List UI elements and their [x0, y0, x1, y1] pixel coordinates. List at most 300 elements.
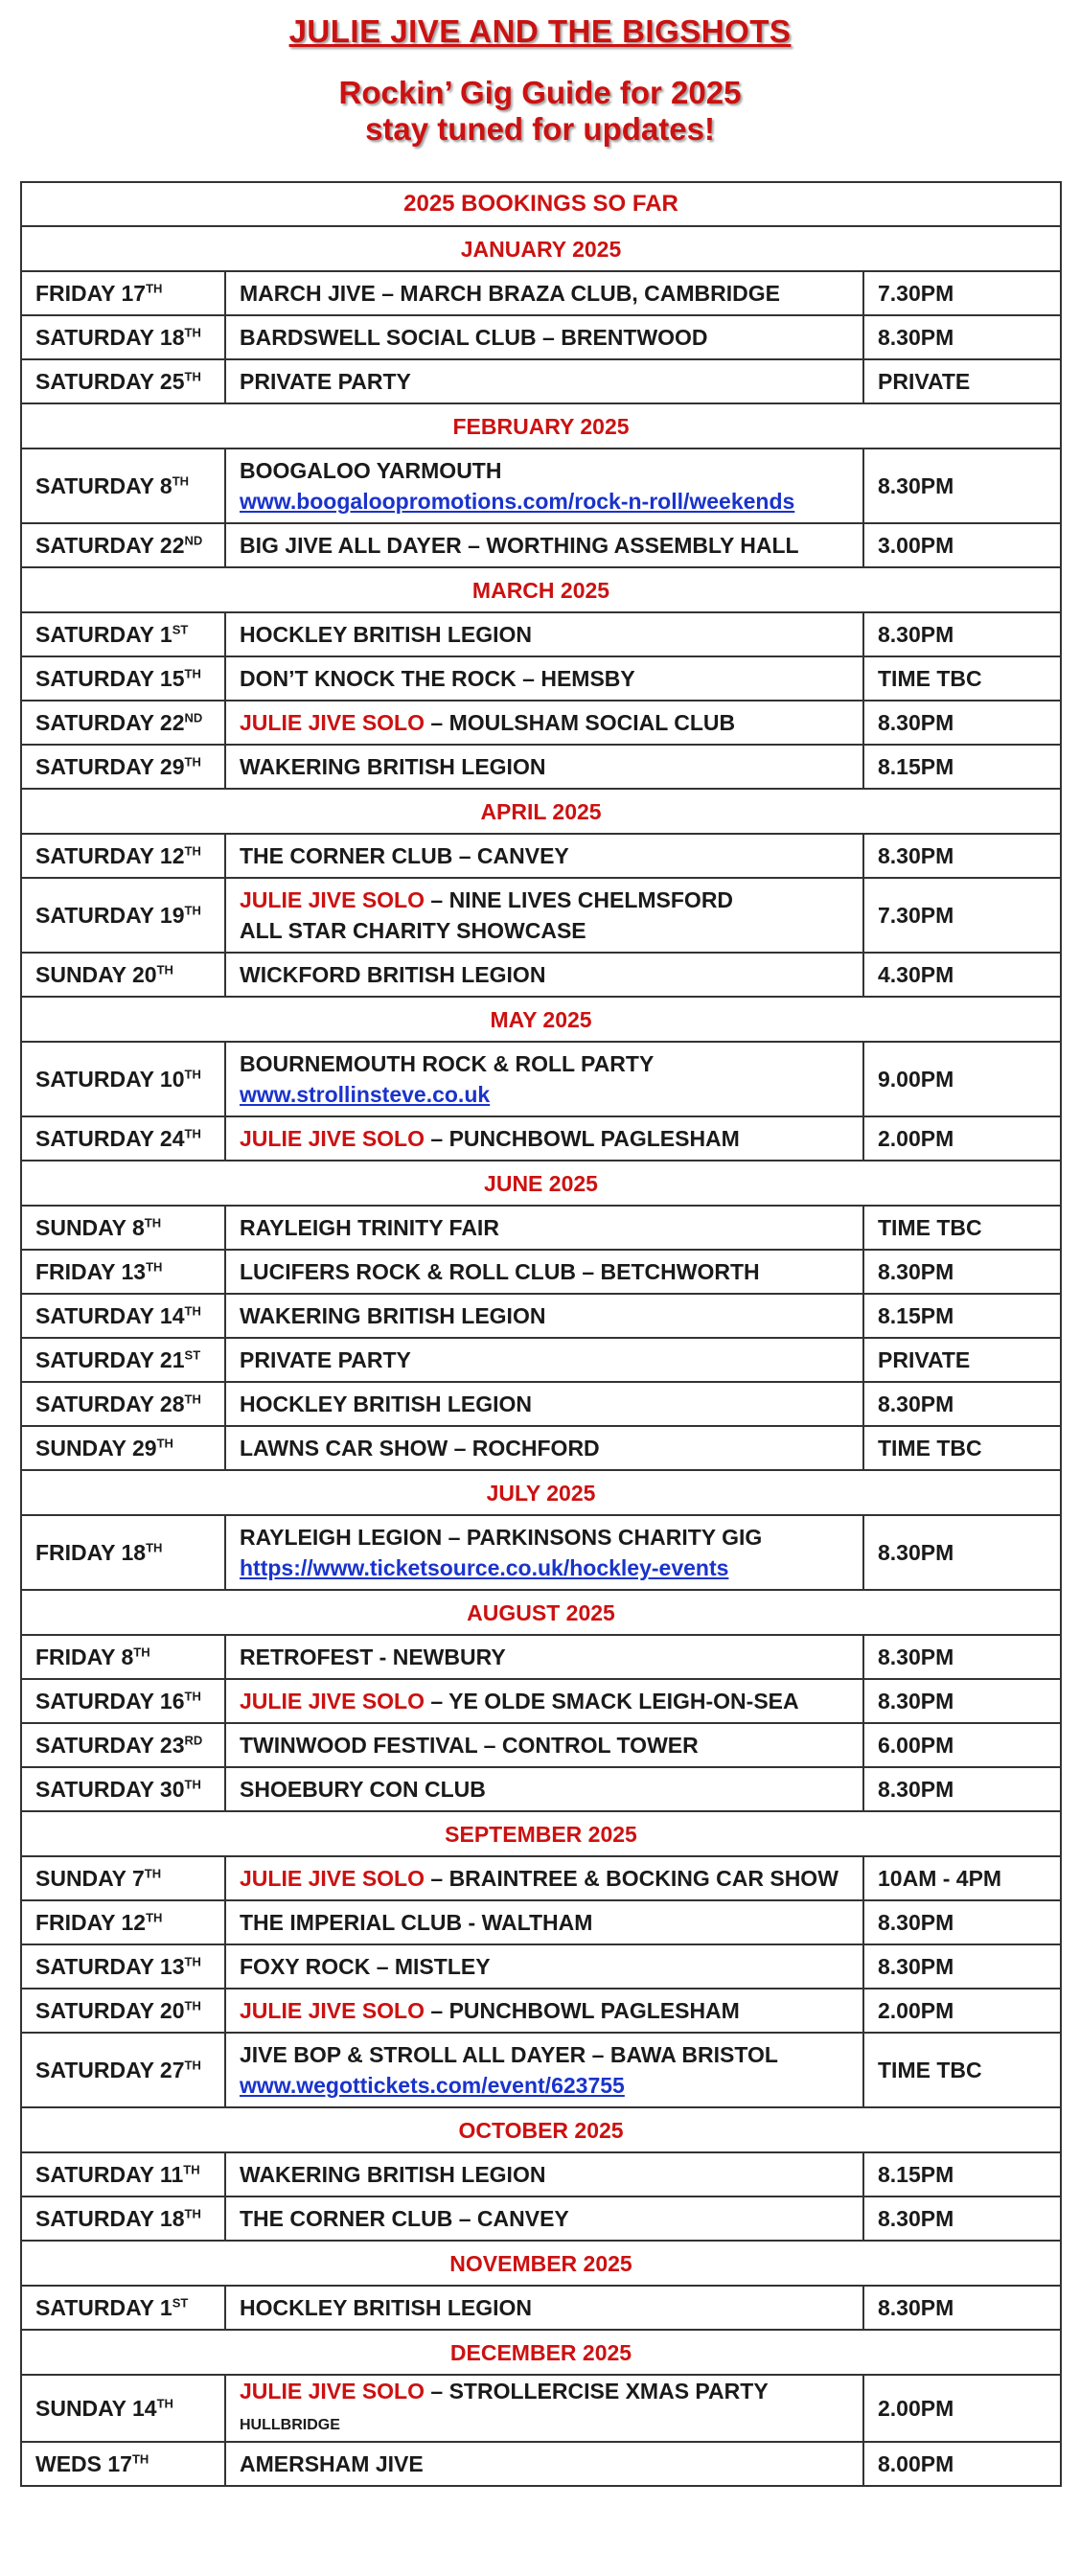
day-suffix: ST: [172, 622, 189, 637]
gig-time: 8.15PM: [863, 1294, 1061, 1338]
gig-venue-cell: [225, 1944, 863, 1989]
day-suffix: RD: [184, 1733, 203, 1748]
gig-date: [21, 359, 225, 403]
venue-line: [240, 1345, 849, 1375]
table-row: [21, 1944, 1061, 1989]
gig-day: SATURDAY 27: [35, 2058, 185, 2082]
month-header: FEBRUARY 2025: [21, 403, 1061, 448]
gig-date: [21, 1250, 225, 1294]
gig-time: 2.00PM: [863, 1116, 1061, 1161]
gig-venue-cell: [225, 448, 863, 523]
table-row: [21, 1723, 1061, 1767]
gig-date: [21, 1900, 225, 1944]
table-row: [21, 878, 1061, 953]
gig-date: [21, 745, 225, 789]
table-row: [21, 2033, 1061, 2107]
venue-line: [240, 959, 849, 990]
day-suffix: ND: [184, 533, 203, 548]
month-header: SEPTEMBER 2025: [21, 1811, 1061, 1856]
event-link[interactable]: www.wegottickets.com/event/623755: [240, 2073, 625, 2098]
gig-venue: SHOEBURY CON CLUB: [240, 1777, 486, 1802]
gig-venue: THE CORNER CLUB – CANVEY: [240, 2206, 569, 2231]
gig-venue: – MOULSHAM SOCIAL CLUB: [425, 710, 736, 735]
day-suffix: TH: [184, 903, 201, 918]
day-suffix: TH: [146, 1910, 163, 1925]
gig-venue-cell: [225, 878, 863, 953]
event-link[interactable]: https://www.ticketsource.co.uk/hockley-events: [240, 1555, 729, 1580]
gig-venue: RAYLEIGH TRINITY FAIR: [240, 1215, 499, 1240]
month-header: JUNE 2025: [21, 1161, 1061, 1206]
gig-time: 4.30PM: [863, 953, 1061, 997]
gig-time: PRIVATE: [863, 359, 1061, 403]
day-suffix: TH: [184, 2058, 201, 2073]
table-row: [21, 2196, 1061, 2241]
gig-day: FRIDAY 12: [35, 1910, 147, 1935]
gig-time: 10AM - 4PM: [863, 1856, 1061, 1900]
gig-date: [21, 1338, 225, 1382]
venue-line: [240, 1123, 849, 1154]
gig-venue: HOCKLEY BRITISH LEGION: [240, 1392, 532, 1416]
gig-date: [21, 1042, 225, 1116]
gig-time: 8.30PM: [863, 1767, 1061, 1811]
day-suffix: TH: [184, 1126, 201, 1141]
solo-label: JULIE JIVE SOLO: [240, 1998, 425, 2023]
gig-venue: FOXY ROCK – MISTLEY: [240, 1954, 491, 1979]
gig-venue: BIG JIVE ALL DAYER – WORTHING ASSEMBLY HALL: [240, 533, 799, 558]
gig-venue: THE IMPERIAL CLUB - WALTHAM: [240, 1910, 593, 1935]
gig-time: 6.00PM: [863, 1723, 1061, 1767]
gig-venue: DON’T KNOCK THE ROCK – HEMSBY: [240, 666, 635, 691]
table-row: [21, 1900, 1061, 1944]
gig-day: FRIDAY 17: [35, 281, 147, 306]
day-suffix: TH: [133, 1644, 150, 1660]
day-suffix: TH: [156, 962, 173, 978]
gig-time: 7.30PM: [863, 271, 1061, 315]
table-row: [21, 834, 1061, 878]
gig-venue-cell: [225, 2152, 863, 2196]
table-row: [21, 701, 1061, 745]
gig-date: [21, 701, 225, 745]
table-row: [21, 1338, 1061, 1382]
venue-line: [240, 1863, 849, 1894]
gig-time: 8.30PM: [863, 1515, 1061, 1590]
gig-time: 8.30PM: [863, 701, 1061, 745]
gig-venue: LUCIFERS ROCK & ROLL CLUB – BETCHWORTH: [240, 1259, 760, 1284]
gig-venue-cell: [225, 1856, 863, 1900]
gig-venue: WICKFORD BRITISH LEGION: [240, 962, 546, 987]
venue-line: [240, 2376, 849, 2441]
venue-line: [240, 2039, 849, 2070]
venue-line: [240, 663, 849, 694]
gig-day: SATURDAY 29: [35, 754, 185, 779]
gig-date: [21, 315, 225, 359]
gig-date: [21, 2442, 225, 2486]
gig-venue: LAWNS CAR SHOW – ROCHFORD: [240, 1436, 600, 1460]
venue-line: [240, 840, 849, 871]
gig-day: SUNDAY 14: [35, 2396, 157, 2421]
day-suffix: TH: [184, 369, 201, 384]
gig-day: SATURDAY 16: [35, 1689, 185, 1714]
solo-label: JULIE JIVE SOLO: [240, 1866, 425, 1891]
gig-date: [21, 1723, 225, 1767]
gig-venue-cell: [225, 1989, 863, 2033]
gig-time: TIME TBC: [863, 1426, 1061, 1470]
updates-subtitle: stay tuned for updates!: [365, 111, 715, 147]
day-suffix: TH: [184, 1998, 201, 2013]
venue-line: [240, 1212, 849, 1243]
gig-date: [21, 1856, 225, 1900]
gig-date: [21, 2196, 225, 2241]
gig-date: [21, 1426, 225, 1470]
gig-day: SATURDAY 30: [35, 1777, 185, 1802]
gig-venue: RETROFEST - NEWBURY: [240, 1644, 506, 1669]
venue-line: [240, 1522, 849, 1552]
gig-time: 8.30PM: [863, 612, 1061, 656]
gig-day: SATURDAY 22: [35, 533, 185, 558]
day-suffix: TH: [184, 1067, 201, 1082]
gig-time: 8.30PM: [863, 315, 1061, 359]
gig-time: 8.30PM: [863, 1944, 1061, 1989]
table-row: [21, 1206, 1061, 1250]
gig-venue-cell: [225, 1338, 863, 1382]
month-header-row: [21, 2107, 1061, 2152]
gig-venue: PRIVATE PARTY: [240, 1347, 411, 1372]
venue-line: [240, 2449, 849, 2479]
venue-line: [240, 1389, 849, 1419]
gig-date: [21, 878, 225, 953]
venue-line: [240, 1995, 849, 2026]
gig-day: FRIDAY 18: [35, 1540, 147, 1565]
gig-venue-cell: [225, 2286, 863, 2330]
day-suffix: TH: [131, 2451, 149, 2467]
gig-day: SATURDAY 20: [35, 1998, 185, 2023]
gig-date: [21, 656, 225, 701]
day-suffix: TH: [146, 1540, 163, 1555]
table-row: [21, 1294, 1061, 1338]
venue-line: [240, 322, 849, 353]
gig-venue: JIVE BOP & STROLL ALL DAYER – BAWA BRISTOL: [240, 2042, 778, 2067]
gig-time: 8.30PM: [863, 1900, 1061, 1944]
gig-day: SATURDAY 13: [35, 1954, 185, 1979]
gig-date: [21, 2286, 225, 2330]
gig-venue: – YE OLDE SMACK LEIGH-ON-SEA: [425, 1689, 799, 1714]
gig-day: WEDS 17: [35, 2451, 132, 2476]
day-suffix: TH: [156, 2396, 173, 2411]
gig-time: 2.00PM: [863, 2375, 1061, 2442]
band-title: JULIE JIVE AND THE BIGSHOTS: [288, 13, 792, 49]
gig-venue-cell: [225, 1042, 863, 1116]
gig-time: PRIVATE: [863, 1338, 1061, 1382]
gig-date: [21, 1382, 225, 1426]
month-header: APRIL 2025: [21, 789, 1061, 834]
month-header-row: [21, 403, 1061, 448]
gig-venue-cell: [225, 2442, 863, 2486]
month-header: MAY 2025: [21, 997, 1061, 1042]
gig-venue: – STROLLERCISE XMAS PARTY: [425, 2379, 769, 2404]
month-header-row: [21, 567, 1061, 612]
venue-line: [240, 2203, 849, 2234]
table-row: [21, 2286, 1061, 2330]
gig-day: SATURDAY 14: [35, 1303, 185, 1328]
month-header-row: [21, 997, 1061, 1042]
gig-date: [21, 448, 225, 523]
gig-time: 8.30PM: [863, 1382, 1061, 1426]
gig-venue: – PUNCHBOWL PAGLESHAM: [425, 1126, 740, 1151]
month-header: DECEMBER 2025: [21, 2330, 1061, 2375]
day-suffix: ST: [172, 2295, 189, 2311]
gig-date: [21, 2375, 225, 2442]
gig-time: 8.15PM: [863, 2152, 1061, 2196]
gig-day: SATURDAY 18: [35, 325, 185, 350]
gig-date: [21, 1515, 225, 1590]
gig-date: [21, 1989, 225, 2033]
gig-venue: HOCKLEY BRITISH LEGION: [240, 2295, 532, 2320]
day-suffix: TH: [184, 1689, 201, 1704]
gig-guide-subtitle: Rockin’ Gig Guide for 2025: [338, 75, 742, 110]
gig-date: [21, 1944, 225, 1989]
table-row: [21, 1426, 1061, 1470]
table-row: [21, 1856, 1061, 1900]
gig-venue-cell: [225, 1206, 863, 1250]
gig-time: 8.30PM: [863, 1635, 1061, 1679]
gig-time: 9.00PM: [863, 1042, 1061, 1116]
gig-time: TIME TBC: [863, 2033, 1061, 2107]
gig-venue-cell: [225, 315, 863, 359]
venue-line: [240, 1048, 849, 1079]
event-link[interactable]: www.strollinsteve.co.uk: [240, 1082, 491, 1107]
gig-venue: RAYLEIGH LEGION – PARKINSONS CHARITY GIG: [240, 1525, 763, 1550]
day-suffix: TH: [184, 1303, 201, 1319]
venue-line: [240, 1907, 849, 1938]
table-row: [21, 448, 1061, 523]
gig-venue-cell: [225, 1382, 863, 1426]
gig-venue-cell: [225, 1250, 863, 1294]
day-suffix: TH: [184, 1954, 201, 1969]
gig-venue-cell: [225, 1515, 863, 1590]
venue-line: [240, 366, 849, 397]
gig-time: 8.30PM: [863, 834, 1061, 878]
table-row: [21, 1989, 1061, 2033]
gig-day: SATURDAY 1: [35, 2295, 172, 2320]
gig-venue-cell: [225, 1723, 863, 1767]
table-row: [21, 523, 1061, 567]
table-title: 2025 BOOKINGS SO FAR: [21, 182, 1061, 226]
gig-venue: BOOGALOO YARMOUTH: [240, 458, 502, 483]
gig-venue: – BRAINTREE & BOCKING CAR SHOW: [425, 1866, 839, 1891]
table-row: [21, 953, 1061, 997]
gig-venue-cell: [225, 834, 863, 878]
day-suffix: ND: [184, 710, 203, 725]
gig-day: SATURDAY 21: [35, 1347, 185, 1372]
gig-time: TIME TBC: [863, 656, 1061, 701]
table-row: [21, 1042, 1061, 1116]
month-header: JANUARY 2025: [21, 226, 1061, 271]
month-header-row: [21, 1590, 1061, 1635]
gig-date: [21, 1206, 225, 1250]
solo-label: JULIE JIVE SOLO: [240, 710, 425, 735]
gig-venue-cell: [225, 1767, 863, 1811]
month-header-row: [21, 2241, 1061, 2286]
gig-venue: WAKERING BRITISH LEGION: [240, 754, 546, 779]
table-row: [21, 2375, 1061, 2442]
gig-venue-cell: [225, 1900, 863, 1944]
gig-date: [21, 953, 225, 997]
gig-venue: AMERSHAM JIVE: [240, 2451, 424, 2476]
gig-day: SATURDAY 24: [35, 1126, 185, 1151]
gig-venue-cell: [225, 1635, 863, 1679]
venue-line: [240, 1951, 849, 1982]
gig-date: [21, 834, 225, 878]
day-suffix: TH: [144, 1215, 162, 1230]
solo-label: JULIE JIVE SOLO: [240, 1689, 425, 1714]
day-suffix: TH: [172, 473, 190, 489]
gig-venue-cell: [225, 271, 863, 315]
gig-day: FRIDAY 13: [35, 1259, 147, 1284]
gig-date: [21, 271, 225, 315]
day-suffix: TH: [156, 1436, 173, 1451]
gig-day: SATURDAY 23: [35, 1733, 185, 1758]
venue-line: [240, 530, 849, 561]
table-title-row: [21, 182, 1061, 226]
month-header: MARCH 2025: [21, 567, 1061, 612]
gig-day: SATURDAY 19: [35, 903, 185, 928]
month-header: JULY 2025: [21, 1470, 1061, 1515]
gig-venue-cell: [225, 523, 863, 567]
day-suffix: TH: [184, 754, 201, 770]
gig-day: SATURDAY 1: [35, 622, 172, 647]
gig-time: TIME TBC: [863, 1206, 1061, 1250]
bookings-table: [20, 181, 1062, 2487]
gig-time: 8.30PM: [863, 1250, 1061, 1294]
gig-venue: – PUNCHBOWL PAGLESHAM: [425, 1998, 740, 2023]
month-header-row: [21, 1811, 1061, 1856]
gig-time: 2.00PM: [863, 1989, 1061, 2033]
venue-line: [240, 885, 849, 915]
day-suffix: TH: [184, 1392, 201, 1407]
gig-day: SATURDAY 12: [35, 843, 185, 868]
gig-venue-cell: [225, 1116, 863, 1161]
gig-day: SATURDAY 15: [35, 666, 185, 691]
gig-time: 8.15PM: [863, 745, 1061, 789]
venue-line: [240, 1300, 849, 1331]
day-suffix: TH: [146, 281, 163, 296]
gig-venue-cell: [225, 612, 863, 656]
gig-time: 8.30PM: [863, 2196, 1061, 2241]
table-row: [21, 2442, 1061, 2486]
gig-venue-cell: [225, 2196, 863, 2241]
month-header-row: [21, 1470, 1061, 1515]
day-suffix: TH: [144, 1866, 162, 1881]
venue-line: [240, 278, 849, 309]
gig-day: SUNDAY 7: [35, 1866, 145, 1891]
gig-date: [21, 1635, 225, 1679]
gig-venue-cell: [225, 2033, 863, 2107]
gig-venue: TWINWOOD FESTIVAL – CONTROL TOWER: [240, 1733, 699, 1758]
table-row: [21, 1250, 1061, 1294]
gig-day: SUNDAY 20: [35, 962, 157, 987]
gig-day: SATURDAY 8: [35, 473, 172, 498]
month-header: NOVEMBER 2025: [21, 2241, 1061, 2286]
table-row: [21, 1382, 1061, 1426]
gig-day: SATURDAY 22: [35, 710, 185, 735]
day-suffix: TH: [146, 1259, 163, 1275]
gig-day: SATURDAY 28: [35, 1392, 185, 1416]
venue-line: [240, 1433, 849, 1463]
month-header-row: [21, 789, 1061, 834]
table-row: [21, 1679, 1061, 1723]
gig-day: SATURDAY 10: [35, 1067, 185, 1092]
table-row: [21, 359, 1061, 403]
venue-line: [240, 751, 849, 782]
table-row: [21, 1635, 1061, 1679]
table-row: [21, 271, 1061, 315]
gig-venue: PRIVATE PARTY: [240, 369, 411, 394]
month-header-row: [21, 2330, 1061, 2375]
gig-day: SUNDAY 8: [35, 1215, 145, 1240]
venue-line: [240, 707, 849, 738]
gig-venue: BOURNEMOUTH ROCK & ROLL PARTY: [240, 1051, 655, 1076]
gig-venue-cell: [225, 701, 863, 745]
venue-line: [240, 1686, 849, 1716]
gig-venue-cell: [225, 1294, 863, 1338]
venue-line: [240, 1730, 849, 1760]
table-row: [21, 656, 1061, 701]
month-header: OCTOBER 2025: [21, 2107, 1061, 2152]
gig-venue: BARDSWELL SOCIAL CLUB – BRENTWOOD: [240, 325, 708, 350]
month-header-row: [21, 1161, 1061, 1206]
gig-venue: WAKERING BRITISH LEGION: [240, 2162, 546, 2187]
gig-time: 8.00PM: [863, 2442, 1061, 2486]
venue-line: [240, 1256, 849, 1287]
venue-line: [240, 2292, 849, 2323]
gig-day: SATURDAY 25: [35, 369, 185, 394]
gig-venue-cell: [225, 745, 863, 789]
day-suffix: TH: [184, 666, 201, 681]
month-header: AUGUST 2025: [21, 1590, 1061, 1635]
venue-line: [240, 619, 849, 650]
table-row: [21, 315, 1061, 359]
venue-second-line: ALL STAR CHARITY SHOWCASE: [240, 918, 586, 943]
gig-time: 8.30PM: [863, 448, 1061, 523]
gig-date: [21, 1294, 225, 1338]
gig-time: 3.00PM: [863, 523, 1061, 567]
gig-time: 7.30PM: [863, 878, 1061, 953]
gig-date: [21, 1116, 225, 1161]
day-suffix: ST: [184, 1347, 201, 1363]
gig-date: [21, 612, 225, 656]
gig-date: [21, 523, 225, 567]
gig-venue-cell: [225, 1426, 863, 1470]
gig-venue: MARCH JIVE – MARCH BRAZA CLUB, CAMBRIDGE: [240, 281, 780, 306]
day-suffix: TH: [184, 325, 201, 340]
gig-time: 8.30PM: [863, 2286, 1061, 2330]
gig-day: SUNDAY 29: [35, 1436, 157, 1460]
table-row: [21, 612, 1061, 656]
event-link[interactable]: www.boogaloopromotions.com/rock-n-roll/weekends: [240, 489, 795, 514]
gig-venue-cell: [225, 359, 863, 403]
solo-label: JULIE JIVE SOLO: [240, 1126, 425, 1151]
gig-venue-cell: [225, 2375, 863, 2442]
gig-venue-cell: [225, 656, 863, 701]
gig-venue: HOCKLEY BRITISH LEGION: [240, 622, 532, 647]
venue-line: [240, 1642, 849, 1672]
gig-day: FRIDAY 8: [35, 1644, 134, 1669]
month-header-row: [21, 226, 1061, 271]
solo-label: JULIE JIVE SOLO: [240, 887, 425, 912]
table-row: [21, 1116, 1061, 1161]
gig-venue: WAKERING BRITISH LEGION: [240, 1303, 546, 1328]
gig-venue-cell: [225, 953, 863, 997]
